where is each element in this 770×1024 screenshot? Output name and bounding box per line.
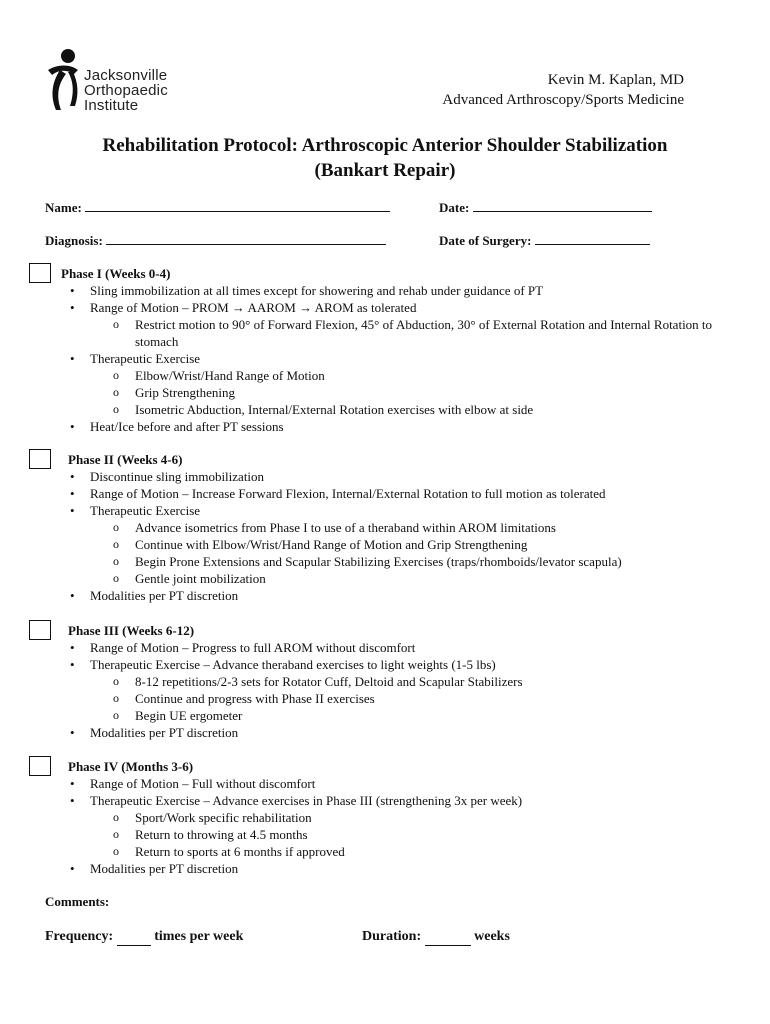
phase-items — [68, 639, 725, 741]
list-item-text: Modalities per PT discretion — [90, 588, 239, 603]
diagnosis-blank[interactable] — [106, 232, 386, 245]
comments-label: Comments: — [45, 894, 110, 909]
doctor-name: Kevin M. Kaplan, MD — [547, 72, 684, 88]
list-item-text: Therapeutic Exercise — [90, 351, 201, 366]
list-item — [68, 860, 725, 877]
list-item — [68, 282, 725, 299]
page-title — [0, 133, 770, 183]
list-item — [68, 350, 725, 418]
doctor-info — [442, 70, 684, 110]
phase-title: Phase II (Weeks 4-6) — [68, 452, 183, 467]
title-line-2: (Bankart Repair) — [314, 160, 456, 181]
logo-line-3: Institute — [84, 97, 139, 114]
frequency-blank[interactable] — [117, 929, 151, 946]
date-blank[interactable] — [473, 199, 652, 212]
sub-list-item: o Continue with Elbow/Wrist/Hand Range of Motion and Grip Strengthening — [113, 536, 725, 553]
phase-title: Phase I (Weeks 0-4) — [61, 266, 171, 281]
list-item — [68, 639, 725, 656]
duration-blank[interactable] — [425, 929, 471, 946]
phase-items — [68, 282, 725, 435]
phase-checkbox[interactable] — [29, 263, 51, 283]
name-label: Name: — [45, 200, 82, 215]
list-item-text: Range of Motion – Full without discomfort — [90, 776, 316, 791]
sub-list-item: o 8-12 repetitions/2-3 sets for Rotator Cuff, Deltoid and Scapular Stabilizers — [113, 673, 725, 690]
frequency-field — [45, 929, 243, 946]
logo-line-2: Orthopaedic — [84, 82, 168, 99]
sub-list-item: o Begin Prone Extensions and Scapular Stabilizing Exercises (traps/rhomboids/levator scapula) — [113, 553, 725, 570]
sub-list-item: o Begin UE ergometer — [113, 707, 725, 724]
phase-title: Phase IV (Months 3-6) — [68, 759, 194, 774]
doctor-specialty: Advanced Arthroscopy/Sports Medicine — [442, 92, 684, 108]
list-item-text: Range of Motion – Increase Forward Flexion, Internal/External Rotation to full motion as tolerated — [90, 486, 606, 501]
sub-list — [90, 367, 725, 418]
diagnosis-field — [45, 232, 386, 249]
duration-field — [362, 929, 510, 946]
sub-list-item: o Sport/Work specific rehabilitation — [113, 809, 725, 826]
phase-items — [68, 468, 725, 604]
title-line-1: Rehabilitation Protocol: Arthroscopic Anterior Shoulder Stabilization — [102, 135, 668, 156]
phase-checkbox[interactable] — [29, 620, 51, 640]
list-item-text: Therapeutic Exercise – Advance exercises in Phase III (strengthening 3x per week) — [90, 793, 523, 808]
phase-checkbox[interactable] — [29, 449, 51, 469]
list-item-text: Range of Motion – PROM → AAROM → AROM as tolerated — [90, 300, 417, 315]
sub-list-item: o Restrict motion to 90° of Forward Flexion, 45° of Abduction, 30° of External Rotation and Internal Rotation to stomach — [113, 316, 725, 350]
list-item — [68, 587, 725, 604]
list-item — [68, 656, 725, 724]
name-blank[interactable] — [85, 199, 390, 212]
sub-list — [90, 809, 725, 860]
list-item-text: Modalities per PT discretion — [90, 861, 239, 876]
duration-label: Duration: — [362, 929, 422, 944]
list-item — [68, 418, 725, 435]
logo-line-1: Jacksonville — [84, 67, 168, 84]
date-field — [439, 199, 652, 216]
list-item — [68, 775, 725, 792]
name-field — [45, 199, 390, 216]
surgery-date-field — [439, 232, 650, 249]
sub-list — [90, 673, 725, 724]
list-item-text: Sling immobilization at all times except for showering and rehab under guidance of PT — [90, 283, 544, 298]
surgery-date-label: Date of Surgery: — [439, 233, 532, 248]
comments-field — [45, 894, 109, 910]
list-item — [68, 485, 725, 502]
frequency-suffix: times per week — [154, 929, 244, 944]
list-item-text: Range of Motion – Progress to full AROM without discomfort — [90, 640, 416, 655]
list-item-text: Therapeutic Exercise – Advance theraband exercises to light weights (1-5 lbs) — [90, 657, 496, 672]
list-item-text: Therapeutic Exercise — [90, 503, 201, 518]
list-item — [68, 724, 725, 741]
phase-checkbox[interactable] — [29, 756, 51, 776]
phase-items — [68, 775, 725, 877]
sub-list-item: o Isometric Abduction, Internal/External Rotation exercises with elbow at side — [113, 401, 725, 418]
list-item — [68, 299, 725, 350]
sub-list-item: o Advance isometrics from Phase I to use of a theraband within AROM limitations — [113, 519, 725, 536]
list-item — [68, 468, 725, 485]
sub-list-item: o Gentle joint mobilization — [113, 570, 725, 587]
sub-list — [90, 316, 725, 350]
sub-list-item: o Return to throwing at 4.5 months — [113, 826, 725, 843]
frequency-label: Frequency: — [45, 929, 114, 944]
date-label: Date: — [439, 200, 470, 215]
list-item — [68, 792, 725, 860]
phase-title: Phase III (Weeks 6-12) — [68, 623, 195, 638]
surgery-date-blank[interactable] — [535, 232, 650, 245]
sub-list — [90, 519, 725, 587]
sub-list-item: o Grip Strengthening — [113, 384, 725, 401]
logo-wordmark — [84, 68, 168, 113]
sub-list-item: o Elbow/Wrist/Hand Range of Motion — [113, 367, 725, 384]
logo-figure-icon — [44, 48, 86, 112]
duration-suffix: weeks — [474, 929, 510, 944]
list-item — [68, 502, 725, 587]
institute-logo — [44, 48, 214, 112]
diagnosis-label: Diagnosis: — [45, 233, 103, 248]
sub-list-item: o Return to sports at 6 months if approved — [113, 843, 725, 860]
list-item-text: Heat/Ice before and after PT sessions — [90, 419, 284, 434]
sub-list-item: o Continue and progress with Phase II exercises — [113, 690, 725, 707]
list-item-text: Discontinue sling immobilization — [90, 469, 265, 484]
list-item-text: Modalities per PT discretion — [90, 725, 239, 740]
